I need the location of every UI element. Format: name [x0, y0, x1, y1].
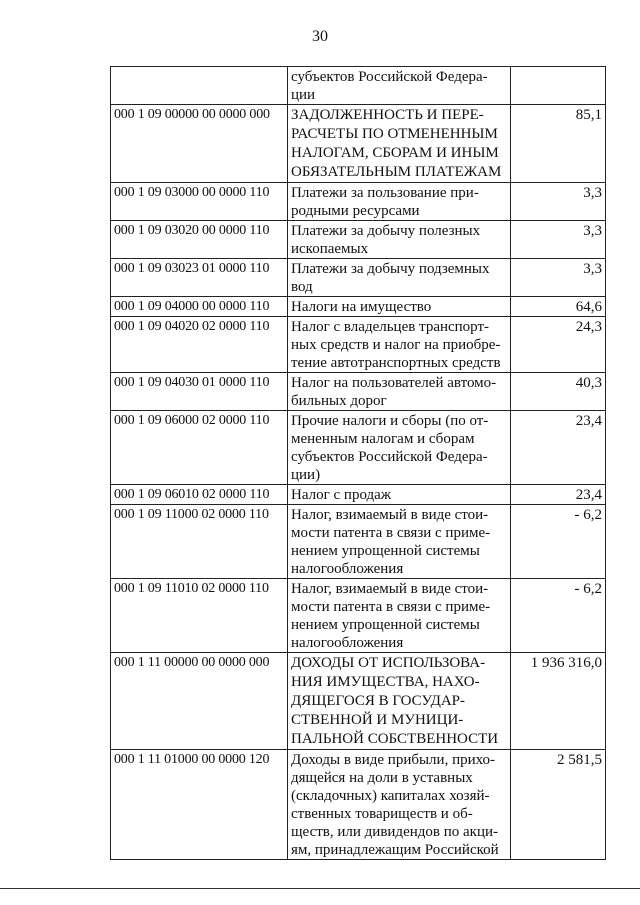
page-bottom-divider	[0, 888, 640, 889]
income-name: ДОХОДЫ ОТ ИСПОЛЬЗОВА- НИЯ ИМУЩЕСТВА, НАХО- ДЯЩЕГОСЯ В ГОСУДАР- СТВЕННОЙ И МУНИЦИ- ПАЛЬНОЙ СОБСТВЕННОСТИ	[288, 653, 511, 750]
amount: 2 581,5	[511, 750, 606, 860]
amount: 3,3	[511, 183, 606, 221]
income-name: Налог, взимаемый в виде стои- мости патента в связи с приме- нением упрощенной системы налогообложения	[288, 579, 511, 653]
budget-code: 000 1 09 04030 01 0000 110	[111, 373, 288, 411]
amount: 3,3	[511, 221, 606, 259]
amount: 85,1	[511, 105, 606, 183]
income-name: Доходы в виде прибыли, прихо- дящейся на доли в уставных (складочных) капиталах хозяй- ственных товариществ и об- ществ, или дивидендов по акци- ям, принадлежащим Российской	[288, 750, 511, 860]
amount: 40,3	[511, 373, 606, 411]
table-row	[111, 297, 606, 317]
amount: 64,6	[511, 297, 606, 317]
income-name: Платежи за пользование при- родными ресурсами	[288, 183, 511, 221]
budget-code: 000 1 09 06010 02 0000 110	[111, 485, 288, 505]
amount: - 6,2	[511, 579, 606, 653]
amount: 1 936 316,0	[511, 653, 606, 750]
table-row	[111, 373, 606, 411]
income-name: Платежи за добычу полезных ископаемых	[288, 221, 511, 259]
budget-code: 000 1 09 04020 02 0000 110	[111, 317, 288, 373]
table-row	[111, 653, 606, 750]
table-row	[111, 485, 606, 505]
table-row	[111, 750, 606, 860]
income-name: Платежи за добычу подземных вод	[288, 259, 511, 297]
amount: 24,3	[511, 317, 606, 373]
budget-code: 000 1 09 11010 02 0000 110	[111, 579, 288, 653]
amount	[511, 67, 606, 105]
income-name: Налог, взимаемый в виде стои- мости патента в связи с приме- нением упрощенной системы налогообложения	[288, 505, 511, 579]
table-row	[111, 411, 606, 485]
amount: 23,4	[511, 485, 606, 505]
table-row	[111, 579, 606, 653]
budget-code: 000 1 09 06000 02 0000 110	[111, 411, 288, 485]
income-name: субъектов Российской Федера- ции	[288, 67, 511, 105]
income-name: Налог с владельцев транспорт- ных средств и налог на приобре- тение автотранспортных средств	[288, 317, 511, 373]
table-row	[111, 259, 606, 297]
page-number: 30	[312, 28, 328, 45]
table-row	[111, 221, 606, 259]
income-name: Налог на пользователей автомо- бильных дорог	[288, 373, 511, 411]
amount: 3,3	[511, 259, 606, 297]
budget-code: 000 1 09 04000 00 0000 110	[111, 297, 288, 317]
table-row	[111, 317, 606, 373]
amount: - 6,2	[511, 505, 606, 579]
budget-code: 000 1 09 11000 02 0000 110	[111, 505, 288, 579]
budget-code	[111, 67, 288, 105]
income-name: Налог с продаж	[288, 485, 511, 505]
budget-code: 000 1 09 03000 00 0000 110	[111, 183, 288, 221]
budget-code: 000 1 09 00000 00 0000 000	[111, 105, 288, 183]
income-name: Налоги на имущество	[288, 297, 511, 317]
table-row	[111, 505, 606, 579]
table-row	[111, 105, 606, 183]
budget-code: 000 1 11 00000 00 0000 000	[111, 653, 288, 750]
budget-code: 000 1 09 03020 00 0000 110	[111, 221, 288, 259]
budget-code: 000 1 09 03023 01 0000 110	[111, 259, 288, 297]
budget-code: 000 1 11 01000 00 0000 120	[111, 750, 288, 860]
table-row	[111, 183, 606, 221]
table-row	[111, 67, 606, 105]
amount: 23,4	[511, 411, 606, 485]
budget-table	[110, 66, 606, 860]
income-name: Прочие налоги и сборы (по от- мененным налогам и сборам субъектов Российской Федера- ции)	[288, 411, 511, 485]
income-name: ЗАДОЛЖЕННОСТЬ И ПЕРЕ- РАСЧЕТЫ ПО ОТМЕНЕННЫМ НАЛОГАМ, СБОРАМ И ИНЫМ ОБЯЗАТЕЛЬНЫМ ПЛАТЕЖАМ	[288, 105, 511, 183]
